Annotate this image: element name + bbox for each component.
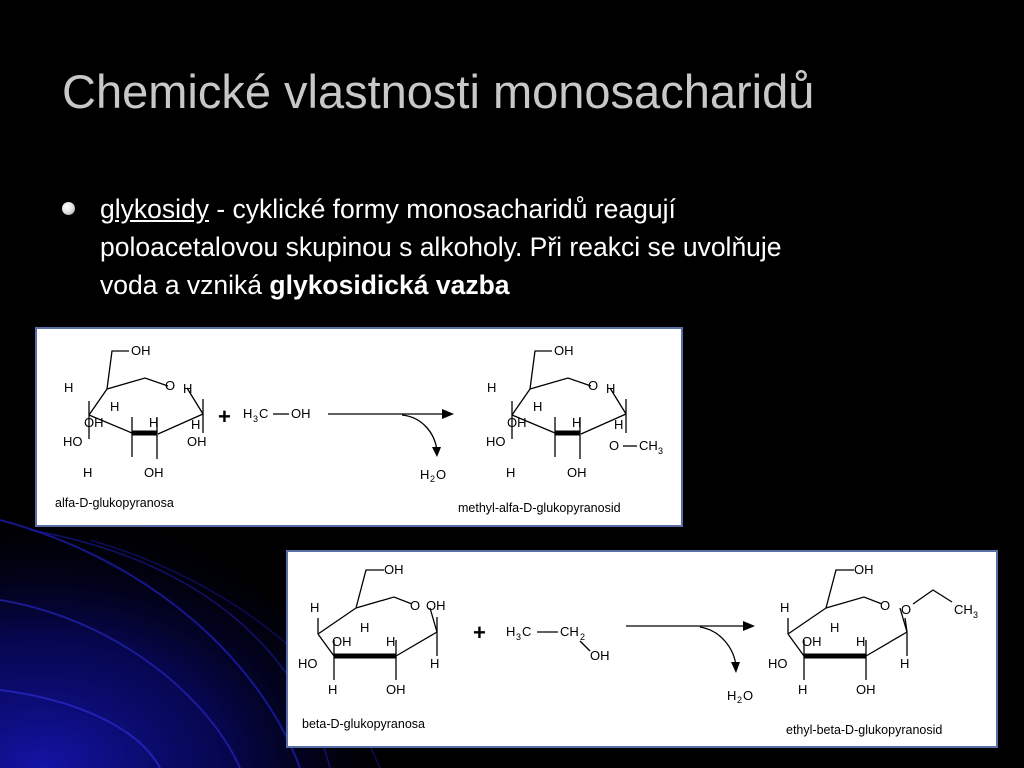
svg-text:OH: OH <box>426 598 446 613</box>
svg-text:2: 2 <box>737 695 743 705</box>
svg-text:CH: CH <box>639 438 658 453</box>
svg-text:O: O <box>609 438 620 453</box>
reactant-structure <box>89 351 203 459</box>
svg-text:H: H <box>614 417 624 432</box>
reactant2-label: beta-D-glukopyranosa <box>302 717 425 731</box>
svg-text:HO: HO <box>298 656 318 671</box>
svg-text:H: H <box>310 600 320 615</box>
svg-text:H: H <box>533 399 543 414</box>
bullet-text <box>100 190 1000 304</box>
svg-text:3: 3 <box>253 414 259 424</box>
svg-text:OH: OH <box>84 415 104 430</box>
svg-text:H: H <box>243 406 253 421</box>
svg-text:OH: OH <box>386 682 406 697</box>
svg-text:HO: HO <box>63 434 83 449</box>
svg-text:OH: OH <box>384 562 404 577</box>
svg-text:H: H <box>506 465 516 480</box>
svg-text:CH: CH <box>560 624 579 639</box>
svg-text:O: O <box>436 467 447 482</box>
bullet-icon <box>62 202 75 215</box>
bullet-text-line3: voda a vzniká <box>100 270 270 300</box>
svg-text:H: H <box>328 682 338 697</box>
svg-text:OH: OH <box>144 465 164 480</box>
svg-text:OH: OH <box>131 343 151 358</box>
svg-text:H: H <box>856 634 866 649</box>
svg-text:+: + <box>218 404 231 429</box>
svg-text:OH: OH <box>802 634 822 649</box>
svg-text:OH: OH <box>332 634 352 649</box>
svg-text:H: H <box>183 381 193 396</box>
svg-text:H: H <box>506 624 516 639</box>
reaction-diagram-beta <box>286 550 998 748</box>
svg-text:CH: CH <box>954 602 973 617</box>
svg-text:O: O <box>588 378 599 393</box>
svg-text:OH: OH <box>856 682 876 697</box>
svg-text:H: H <box>900 656 910 671</box>
svg-text:H: H <box>191 417 201 432</box>
svg-text:H: H <box>64 380 74 395</box>
svg-text:3: 3 <box>658 446 664 456</box>
svg-text:H: H <box>572 415 582 430</box>
product1-label: methyl-alfa-D-glukopyranosid <box>458 501 621 515</box>
product2-label: ethyl-beta-D-glukopyranosid <box>786 723 943 737</box>
svg-text:2: 2 <box>580 632 586 642</box>
svg-text:H: H <box>606 381 616 396</box>
svg-text:2: 2 <box>430 474 436 484</box>
svg-text:OH: OH <box>291 406 311 421</box>
svg-text:+: + <box>473 620 486 645</box>
bullet-text-part1: - cyklické formy monosacharidů reagují <box>209 194 676 224</box>
svg-text:H: H <box>110 399 120 414</box>
svg-text:H: H <box>798 682 808 697</box>
svg-text:H: H <box>430 656 440 671</box>
svg-text:HO: HO <box>768 656 788 671</box>
svg-text:H: H <box>830 620 840 635</box>
svg-text:HO: HO <box>486 434 506 449</box>
svg-text:OH: OH <box>567 465 587 480</box>
svg-text:3: 3 <box>973 610 979 620</box>
slide-title: Chemické vlastnosti monosacharidů <box>62 65 815 118</box>
svg-text:O: O <box>743 688 754 703</box>
svg-text:OH: OH <box>507 415 527 430</box>
reactant1-label: alfa-D-glukopyranosa <box>55 496 174 510</box>
svg-text:C: C <box>522 624 532 639</box>
svg-text:OH: OH <box>554 343 574 358</box>
svg-text:H: H <box>727 688 737 703</box>
svg-text:H: H <box>83 465 93 480</box>
svg-text:H: H <box>149 415 159 430</box>
svg-text:H: H <box>360 620 370 635</box>
svg-text:OH: OH <box>590 648 610 663</box>
reaction-diagram-alpha <box>35 327 683 527</box>
svg-text:OH: OH <box>187 434 207 449</box>
svg-text:O: O <box>880 598 891 613</box>
svg-text:O: O <box>901 602 912 617</box>
svg-text:H: H <box>487 380 497 395</box>
glykosidy-link[interactable]: glykosidy <box>100 194 209 224</box>
svg-text:H: H <box>420 467 430 482</box>
bullet-bold-text: glykosidická vazba <box>269 270 510 300</box>
svg-text:H: H <box>386 634 396 649</box>
svg-text:O: O <box>165 378 176 393</box>
svg-text:C: C <box>259 406 269 421</box>
svg-text:O: O <box>410 598 421 613</box>
svg-text:H: H <box>780 600 790 615</box>
bullet-text-line2: poloacetalovou skupinou s alkoholy. Při reakci se uvolňuje <box>100 232 782 262</box>
svg-text:OH: OH <box>854 562 874 577</box>
svg-text:3: 3 <box>516 632 522 642</box>
